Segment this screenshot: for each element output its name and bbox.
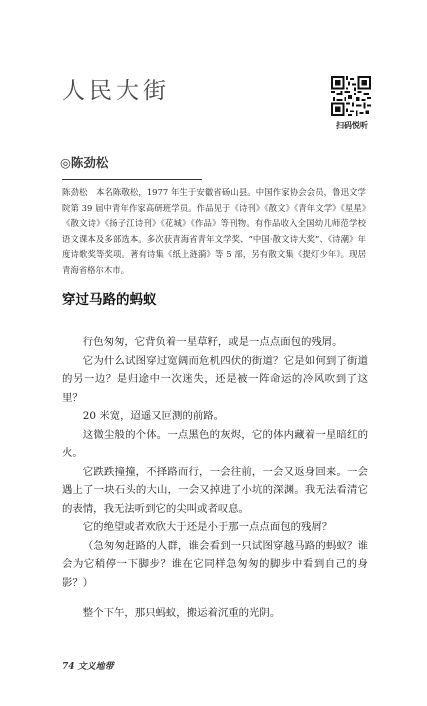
page-footer bbox=[62, 659, 114, 672]
poem-paragraph: 它跌跌撞撞，不择路而行，一会往前，一会又返身回来。一会遇上了一块石头的大山，一会又掉进了小坑的深渊。我无法看清它的表情，我无法听到它的尖叫或者叹息。 bbox=[62, 465, 368, 515]
poem-paragraph: 整个下午，那只蚂蚁，搬运着沉重的光阴。 bbox=[82, 607, 281, 619]
poem-paragraph: 行色匆匆，它背负着一星草籽，或是一点点面包的残屑。 bbox=[82, 336, 343, 348]
article-title: 人民大街 bbox=[62, 78, 170, 104]
page-number: 74 bbox=[62, 662, 75, 672]
poem-paragraph: 这微尘般的个体。一点黑色的灰烬，它的体内藏着一星暗红的火。 bbox=[62, 428, 368, 459]
section-name: 文义地带 bbox=[77, 662, 114, 672]
poem-paragraph: 它的绝望或者欢欣大于还是小于那一点点面包的残屑？ bbox=[82, 521, 333, 533]
poem-paragraph: 它为什么试图穿过宽阔而危机四伏的街道？它是如何到了街道的另一边？是归途中一次迷失，还是被一阵命运的冷风吹到了这里？ bbox=[62, 354, 368, 404]
author-bio: 陈劲松 本名陈敬松，1977 年生于安徽省砀山县。中国作家协会会员，鲁迅文学院第 39 届中青年作家高研班学员。作品见于《诗刊》《散文》《青年文学》《星星》《散文诗》《扬子江诗刊》《花城》《作品》等刊物。有作品收入全国幼儿师范学校语文课本及多部选本。多次获青海省青年文学奖、“中国·散文诗大奖”、《诗潮》年度诗歌奖等奖项。著有诗集《纸上涟漪》等 5 部，另有散文集《提灯少年》。现居青海省格尔木市。 bbox=[62, 187, 366, 275]
divider bbox=[62, 179, 202, 180]
author-name: ◎陈劲松 bbox=[60, 155, 109, 170]
poem-paragraph: （急匆匆赶路的人群，谁会看到一只试图穿越马路的蚂蚁？谁会为它稍停一下脚步？谁在它同样急匆匆的脚步中看到自己的身影？） bbox=[62, 539, 368, 589]
qr-code[interactable] bbox=[331, 76, 371, 116]
poem-title: 穿过马路的蚂蚁 bbox=[62, 292, 157, 308]
qr-caption: 扫码悦听 bbox=[336, 121, 368, 130]
poem-paragraph: 20 米宽，迢遥又叵测的前路。 bbox=[82, 410, 225, 422]
poem-body bbox=[62, 333, 368, 623]
